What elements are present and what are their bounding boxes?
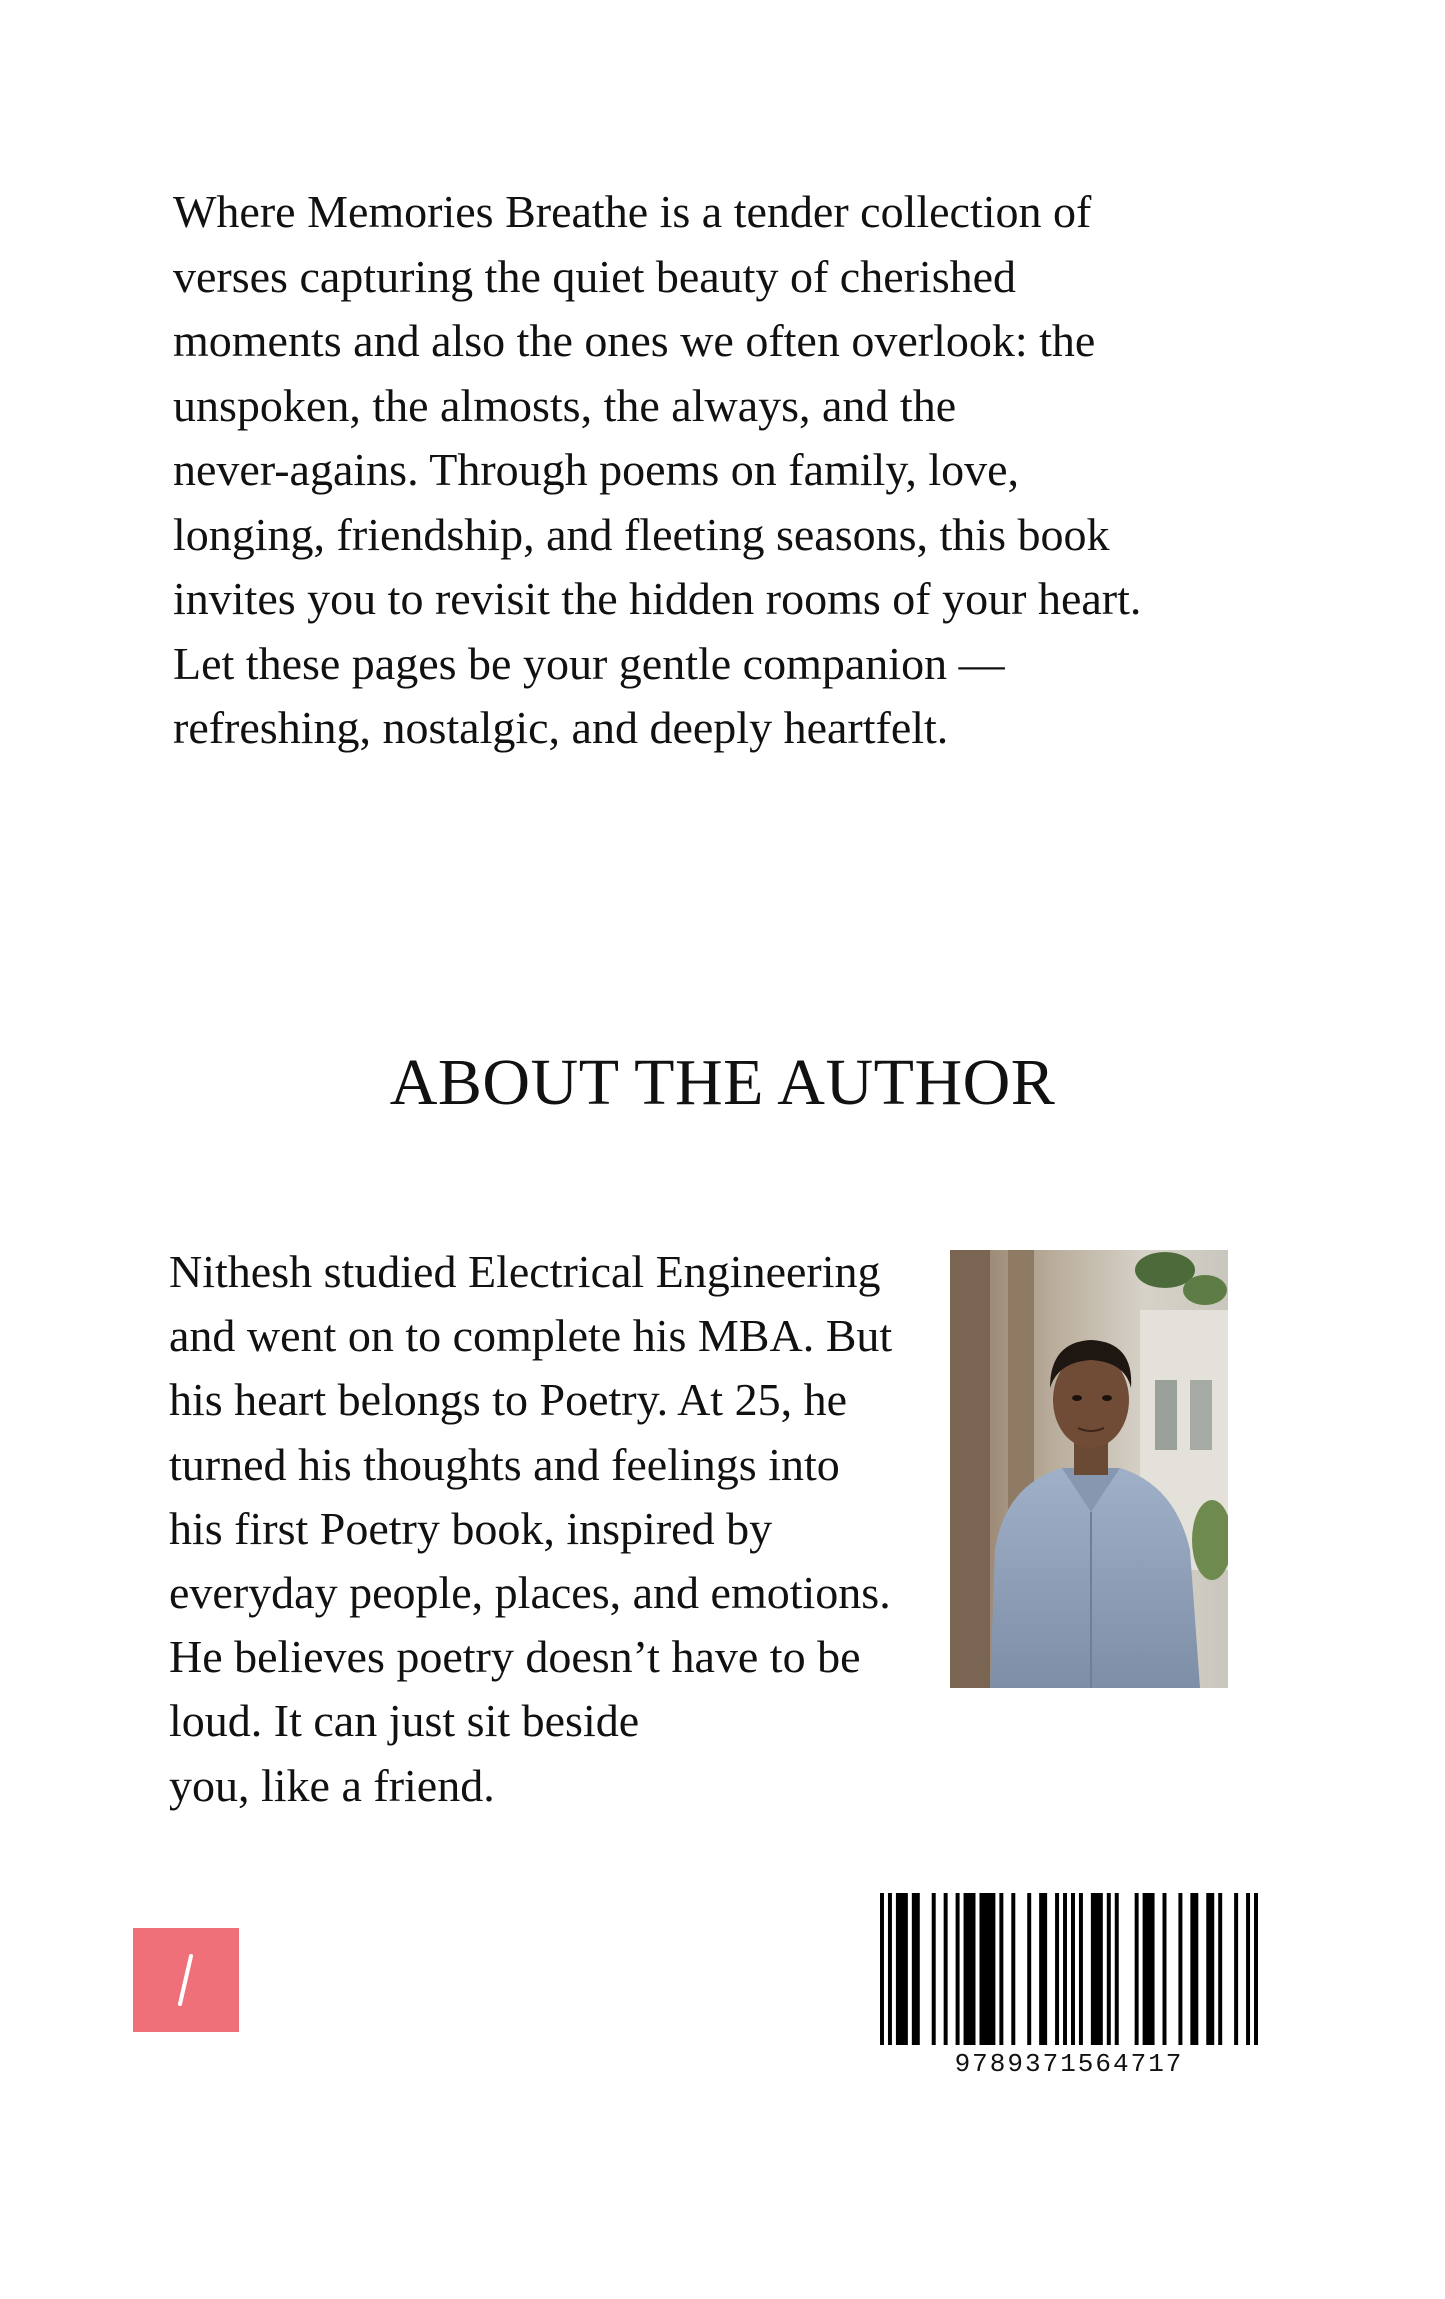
barcode-bar bbox=[1143, 1893, 1155, 2045]
barcode-bar bbox=[896, 1893, 908, 2045]
bio-line: his heart belongs to Poetry. At 25, he bbox=[169, 1374, 847, 1426]
barcode-bar bbox=[1055, 1893, 1059, 2045]
barcode-bar bbox=[1063, 1893, 1067, 2045]
barcode-bar bbox=[1190, 1893, 1198, 2045]
blurb-line: moments and also the ones we often overlook: the bbox=[173, 315, 1096, 366]
back-cover-blurb bbox=[173, 180, 1253, 761]
bio-line: loud. It can just sit beside bbox=[169, 1695, 640, 1747]
barcode-bar bbox=[1178, 1893, 1182, 2045]
blurb-line: Let these pages be your gentle companion — bbox=[173, 637, 1005, 689]
barcode-bar bbox=[1206, 1893, 1214, 2045]
barcode-bar bbox=[1011, 1893, 1015, 2045]
author-photo bbox=[950, 1250, 1228, 1688]
barcode-bar bbox=[1039, 1893, 1047, 2045]
blurb-line: invites you to revisit the hidden rooms of your heart. bbox=[173, 573, 1142, 624]
barcode-bar bbox=[1071, 1893, 1075, 2045]
bio-line: his first Poetry book, inspired by bbox=[169, 1502, 773, 1554]
barcode-bars bbox=[880, 1893, 1258, 2045]
isbn-barcode bbox=[880, 1893, 1258, 2079]
barcode-bar bbox=[979, 1893, 995, 2045]
barcode-bar bbox=[1163, 1893, 1167, 2045]
barcode-bar bbox=[956, 1893, 960, 2045]
about-the-author-heading: ABOUT THE AUTHOR bbox=[389, 1046, 1056, 1119]
barcode-bar bbox=[1246, 1893, 1250, 2045]
barcode-bar bbox=[912, 1893, 920, 2045]
barcode-bar bbox=[999, 1893, 1003, 2045]
isbn-number: 9789371564717 bbox=[954, 2049, 1184, 2079]
bio-line: you, like a friend. bbox=[169, 1759, 495, 1811]
barcode-bar bbox=[1107, 1893, 1111, 2045]
bio-line: He believes poetry doesn’t have to be bbox=[169, 1631, 861, 1683]
barcode-bar bbox=[1135, 1893, 1139, 2045]
bio-line: everyday people, places, and emotions. bbox=[169, 1567, 891, 1619]
barcode-bar bbox=[1234, 1893, 1238, 2045]
barcode-bar bbox=[1079, 1893, 1083, 2045]
barcode-bar bbox=[944, 1893, 948, 2045]
barcode-bar bbox=[964, 1893, 976, 2045]
bio-line: Nithesh studied Electrical Engineering bbox=[169, 1246, 881, 1297]
bio-line: turned his thoughts and feelings into bbox=[169, 1438, 840, 1490]
author-bio bbox=[169, 1240, 949, 1818]
barcode-bar bbox=[1254, 1893, 1258, 2045]
barcode-bar bbox=[1091, 1893, 1103, 2045]
blurb-line: refreshing, nostalgic, and deeply heartfelt. bbox=[173, 702, 949, 753]
publisher-logo bbox=[133, 1928, 239, 2032]
barcode-bar bbox=[1027, 1893, 1031, 2045]
blurb-line: Where Memories Breathe is a tender collection of bbox=[173, 186, 1092, 237]
barcode-bar bbox=[888, 1893, 892, 2045]
blurb-line: unspoken, the almosts, the always, and the bbox=[173, 379, 957, 431]
barcode-bar bbox=[880, 1893, 884, 2045]
barcode-bar bbox=[1218, 1893, 1222, 2045]
bio-line: and went on to complete his MBA. But bbox=[169, 1310, 893, 1362]
blurb-line: longing, friendship, and fleeting seasons, this book bbox=[173, 508, 1110, 560]
barcode-bar bbox=[1115, 1893, 1119, 2045]
barcode-bar bbox=[932, 1893, 936, 2045]
blurb-line: verses capturing the quiet beauty of cherished bbox=[173, 250, 1017, 302]
blurb-line: never-agains. Through poems on family, love, bbox=[173, 444, 1020, 495]
